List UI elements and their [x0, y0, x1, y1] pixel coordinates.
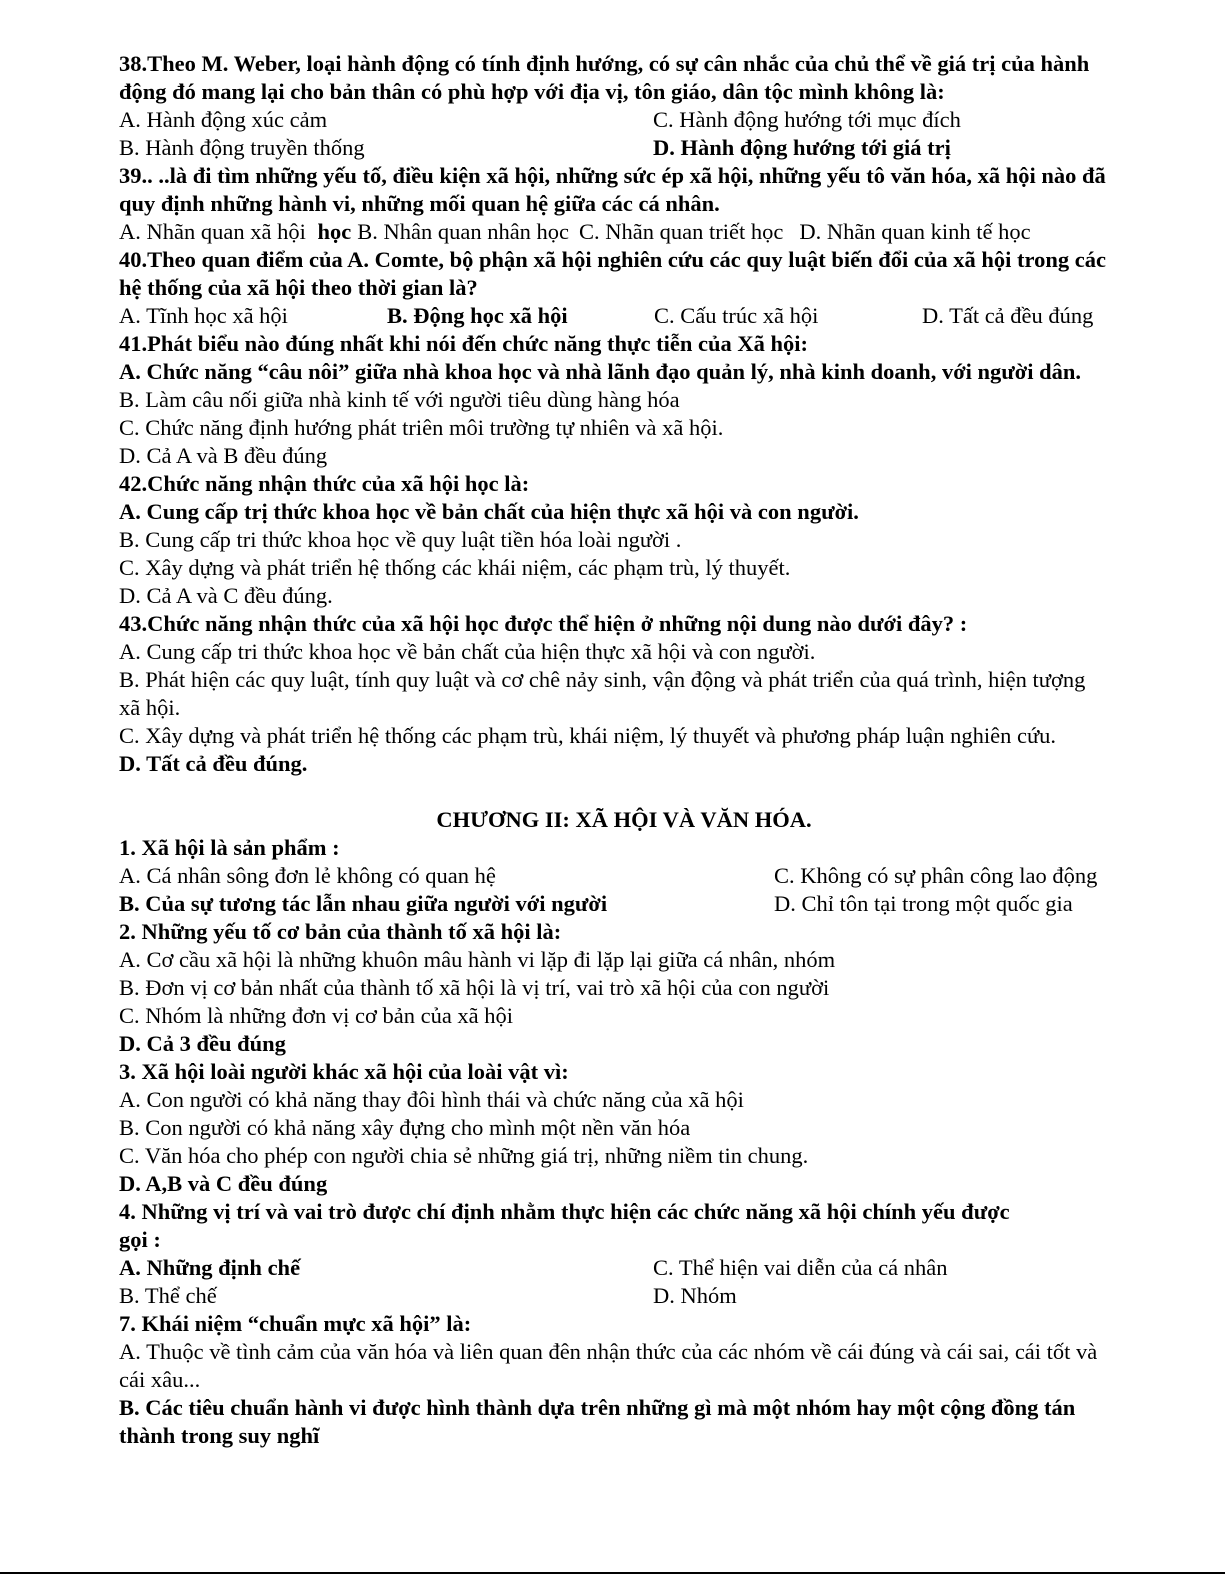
question-43-option-c: C. Xây dựng và phát triển hệ thống các phạm trù, khái niệm, lý thuyết và phương pháp luận nghiên cứu.	[119, 723, 1057, 748]
page-bottom-rule	[0, 1572, 1225, 1574]
question-43-option-a: A. Cung cấp tri thức khoa học về bản chất của hiện thực xã hội và con người.	[119, 639, 816, 664]
chapter2-question-2-stem: 2. Những yếu tố cơ bản của thành tố xã hội là:	[119, 919, 562, 944]
question-40-option-c: C. Cấu trúc xã hội	[654, 303, 819, 328]
question-38-options-row2	[119, 134, 1129, 162]
question-42-option-a: A. Cung cấp trị thức khoa học về bản chất của hiện thực xã hội và con người.	[119, 499, 859, 524]
question-40-option-d: D. Tất cả đều đúng	[922, 303, 1094, 328]
chapter2-question-4-option-c: C. Thể hiện vai diễn của cá nhân	[653, 1255, 948, 1280]
question-41-stem: 41.Phát biểu nào đúng nhất khi nói đến chức năng thực tiễn của Xã hội:	[119, 331, 809, 356]
question-39-stem: 39.. ..là đi tìm những yếu tố, điều kiện xã hội, những sức ép xã hội, những yếu tô văn hóa, xã hội nào đã quy định những hành vi, những mối quan hệ giữa các cá nhân.	[119, 163, 1106, 216]
question-39-option-b: B. Nhân quan nhân học	[357, 219, 570, 244]
chapter2-question-3-option-d: D. A,B và C đều đúng	[119, 1171, 328, 1196]
question-40-option-b: B. Động học xã hội	[387, 303, 568, 328]
question-38-options-row1	[119, 106, 1129, 134]
question-41-option-a: A. Chức năng “câu nôi” giữa nhà khoa học và nhà lãnh đạo quản lý, nhà kinh doanh, với người dân.	[119, 359, 1082, 384]
chapter2-question-4-option-b: B. Thể chế	[119, 1283, 217, 1308]
question-39-option-a-bold: học	[317, 219, 352, 244]
chapter2-question-1-option-a: A. Cá nhân sông đơn lẻ không có quan hệ	[119, 863, 496, 888]
question-40-stem: 40.Theo quan điểm của A. Comte, bộ phận xã hội nghiên cứu các quy luật biến đổi của xã hội trong các hệ thống của xã hội theo thời gian là?	[119, 247, 1106, 300]
chapter2-question-7-option-b: B. Các tiêu chuẩn hành vi được hình thành dựa trên những gì mà một nhóm hay một cộng đồng tán thành trong suy nghĩ	[119, 1395, 1076, 1448]
chapter2-question-2-option-d: D. Cả 3 đều đúng	[119, 1031, 286, 1056]
chapter2-question-7-stem: 7. Khái niệm “chuẩn mực xã hội” là:	[119, 1311, 472, 1336]
chapter2-question-1-options-row1	[119, 862, 1129, 890]
chapter2-question-1-options-row2	[119, 890, 1129, 918]
chapter2-question-4-stem-line1: 4. Những vị trí và vai trò được chí định nhằm thực hiện các chức năng xã hội chính yếu được	[119, 1199, 1010, 1224]
chapter2-question-3-stem: 3. Xã hội loài người khác xã hội của loài vật vì:	[119, 1059, 569, 1084]
chapter2-question-4-options-row1	[119, 1254, 1129, 1282]
chapter2-question-3-option-a: A. Con người có khả năng thay đôi hình thái và chức năng của xã hội	[119, 1087, 744, 1112]
question-42-option-d: D. Cả A và C đều đúng.	[119, 583, 333, 608]
chapter2-question-2-option-b: B. Đơn vị cơ bản nhất của thành tố xã hội là vị trí, vai trò xã hội của con người	[119, 975, 830, 1000]
chapter2-question-4-options-row2	[119, 1282, 1129, 1310]
question-39-option-c: C. Nhãn quan triết học	[579, 219, 784, 244]
chapter2-question-4-stem-line2: gọi :	[119, 1227, 161, 1252]
chapter2-question-1-stem: 1. Xã hội là sản phẩm :	[119, 835, 340, 860]
question-41-option-b: B. Làm câu nối giữa nhà kinh tế với người tiêu dùng hàng hóa	[119, 387, 680, 412]
question-40-option-a: A. Tĩnh học xã hội	[119, 303, 288, 328]
question-41-option-d: D. Cả A và B đều đúng	[119, 443, 328, 468]
chapter2-question-4-option-a: A. Những định chế	[119, 1255, 301, 1280]
question-41-option-c: C. Chức năng định hướng phát triên môi trường tự nhiên và xã hội.	[119, 415, 724, 440]
question-38-option-b: B. Hành động truyền thống	[119, 135, 365, 160]
question-43-option-b: B. Phát hiện các quy luật, tính quy luật và cơ chê nảy sinh, vận động và phát triển của quá trình, hiện tượng xã hội.	[119, 667, 1086, 720]
question-38-stem: 38.Theo M. Weber, loại hành động có tính định hướng, có sự cân nhắc của chủ thể về giá trị của hành động đó mang lại cho bản thân có phù hợp với địa vị, tôn giáo, dân tộc mình không là:	[119, 51, 1090, 104]
chapter-title: CHƯƠNG II: XÃ HỘI VÀ VĂN HÓA.	[436, 807, 812, 832]
question-43-stem: 43.Chức năng nhận thức của xã hội học được thể hiện ở những nội dung nào dưới đây? :	[119, 611, 968, 636]
question-39-options	[119, 218, 1129, 246]
question-39-option-d: D. Nhãn quan kinh tế học	[799, 219, 1031, 244]
question-39-option-a	[119, 218, 351, 246]
chapter2-question-2-option-a: A. Cơ cầu xã hội là những khuôn mâu hành vi lặp đi lặp lại giữa cá nhân, nhóm	[119, 947, 836, 972]
question-38-option-d: D. Hành động hướng tới giá trị	[653, 135, 951, 160]
question-40-options	[119, 302, 1129, 330]
question-42-stem: 42.Chức năng nhận thức của xã hội học là:	[119, 471, 530, 496]
chapter2-question-7-option-a: A. Thuộc về tình cảm của văn hóa và liên quan đên nhận thức của các nhóm về cái đúng và cái sai, cái tốt và cái xâu...	[119, 1339, 1098, 1392]
question-42-option-b: B. Cung cấp tri thức khoa học về quy luật tiền hóa loài người .	[119, 527, 682, 552]
chapter2-question-1-option-b: B. Của sự tương tác lẫn nhau giữa người với người	[119, 891, 608, 916]
chapter2-question-4-option-d: D. Nhóm	[653, 1283, 737, 1308]
chapter2-question-1-option-c: C. Không có sự phân công lao động	[774, 863, 1098, 888]
chapter2-question-3-option-c: C. Văn hóa cho phép con người chia sẻ những giá trị, những niềm tin chung.	[119, 1143, 809, 1168]
chapter2-question-2-option-c: C. Nhóm là những đơn vị cơ bản của xã hội	[119, 1003, 514, 1028]
question-39-option-a-text: A. Nhãn quan xã hội	[119, 219, 306, 244]
question-43-option-d: D. Tất cả đều đúng.	[119, 751, 308, 776]
chapter2-question-3-option-b: B. Con người có khả năng xây đựng cho mình một nền văn hóa	[119, 1115, 691, 1140]
question-42-option-c: C. Xây dựng và phát triển hệ thống các khái niệm, các phạm trù, lý thuyết.	[119, 555, 791, 580]
document-page	[119, 50, 1129, 1450]
chapter2-question-1-option-d: D. Chỉ tôn tại trong một quốc gia	[774, 891, 1073, 916]
question-38-option-c: C. Hành động hướng tới mục đích	[653, 107, 961, 132]
question-38-option-a: A. Hành động xúc cảm	[119, 107, 328, 132]
